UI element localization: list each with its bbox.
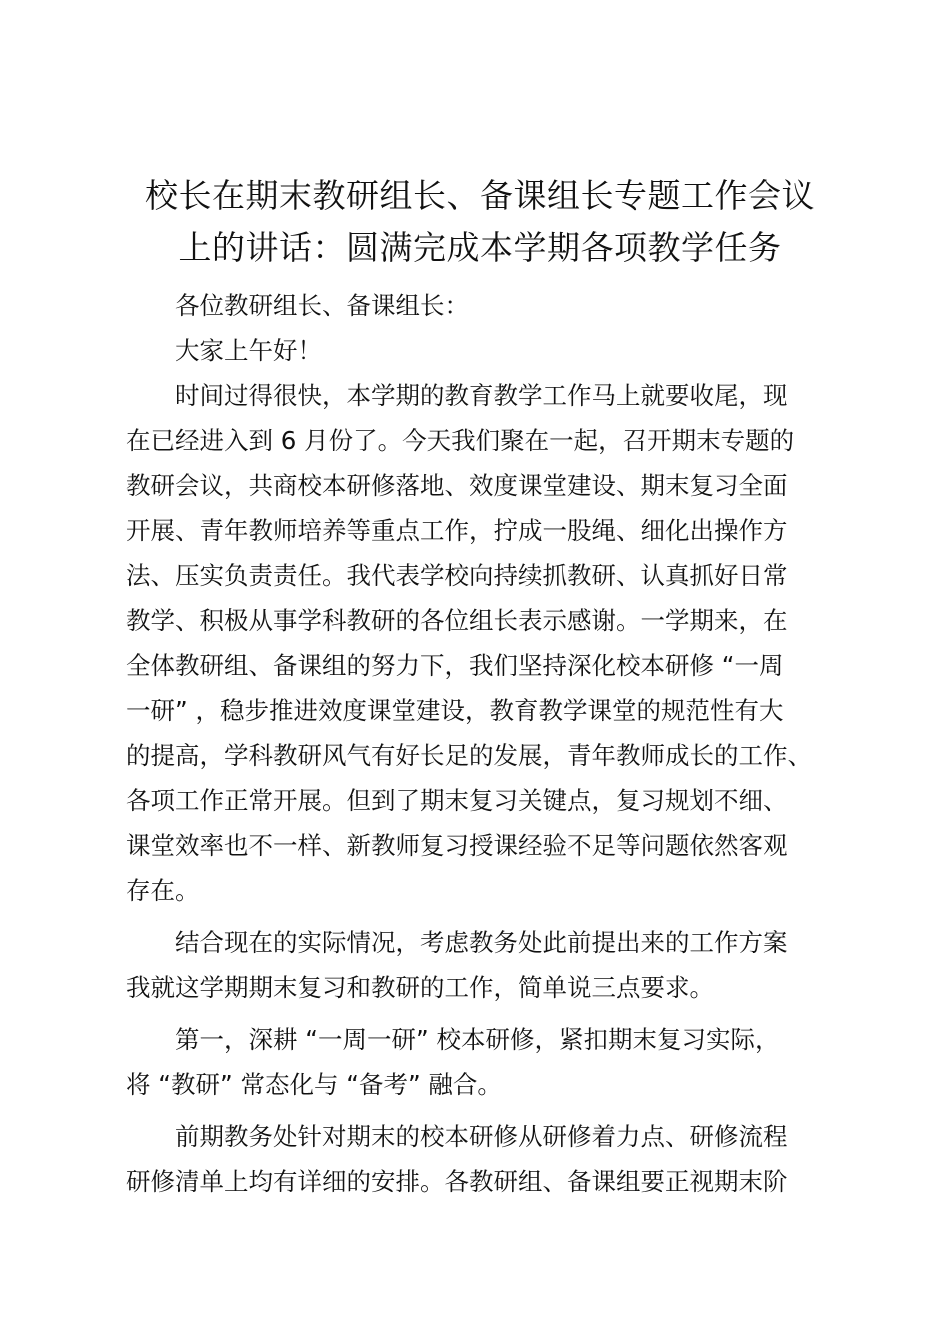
paragraph-line: 第一，深耕 “一周一研” 校本研修，紧扣期末复习实际， — [175, 1025, 780, 1054]
paragraph-line: 教研会议，共商校本研修落地、效度课堂建设、期末复习全面 — [126, 471, 788, 500]
salutation: 各位教研组长、备课组长： — [175, 291, 469, 320]
paragraph-3 — [126, 1017, 834, 1107]
title-line-1: 校长在期末教研组长、备课组长专题工作会议 — [145, 176, 815, 215]
paragraph-line: 在已经进入到 6 月份了。今天我们聚在一起，召开期末专题的 — [126, 426, 795, 455]
paragraph-line: 我就这学期期末复习和教研的工作，简单说三点要求。 — [126, 973, 714, 1002]
paragraph-line: 研修清单上均有详细的安排。各教研组、备课组要正视期末阶 — [126, 1167, 788, 1196]
paragraph-line: 法、压实负责责任。我代表学校向持续抓教研、认真抓好日常 — [126, 561, 788, 590]
paragraph-line: 存在。 — [126, 876, 200, 905]
paragraph-line: 全体教研组、备课组的努力下，我们坚持深化校本研修 “一周 — [126, 651, 784, 680]
paragraph-line: 结合现在的实际情况，考虑教务处此前提出来的工作方案 — [175, 928, 788, 957]
paragraph-line: 前期教务处针对期末的校本研修从研修着力点、研修流程 — [175, 1122, 788, 1151]
paragraph-line: 课堂效率也不一样、新教师复习授课经验不足等问题依然客观 — [126, 831, 788, 860]
paragraph-line: 的提高，学科教研风气有好长足的发展，青年教师成长的工作、 — [126, 741, 812, 770]
paragraph-line: 开展、青年教师培养等重点工作，拧成一股绳、细化出操作方 — [126, 516, 788, 545]
paragraph-line: 一研” ，稳步推进效度课堂建设，教育教学课堂的规范性有大 — [126, 696, 784, 725]
greeting: 大家上午好！ — [175, 336, 322, 365]
paragraph-line: 时间过得很快，本学期的教育教学工作马上就要收尾，现 — [175, 381, 788, 410]
paragraph-1 — [126, 373, 834, 913]
paragraph-4 — [126, 1114, 834, 1204]
paragraph-line: 将 “教研” 常态化与 “备考” 融合。 — [126, 1070, 502, 1099]
document-title — [100, 170, 860, 274]
paragraph-line: 各项工作正常开展。但到了期末复习关键点，复习规划不细、 — [126, 786, 788, 815]
paragraph-line: 教学、积极从事学科教研的各位组长表示感谢。一学期来，在 — [126, 606, 788, 635]
document-body — [126, 283, 834, 1204]
title-line-2: 上的讲话：圆满完成本学期各项教学任务 — [178, 228, 782, 267]
paragraph-2 — [126, 920, 834, 1010]
